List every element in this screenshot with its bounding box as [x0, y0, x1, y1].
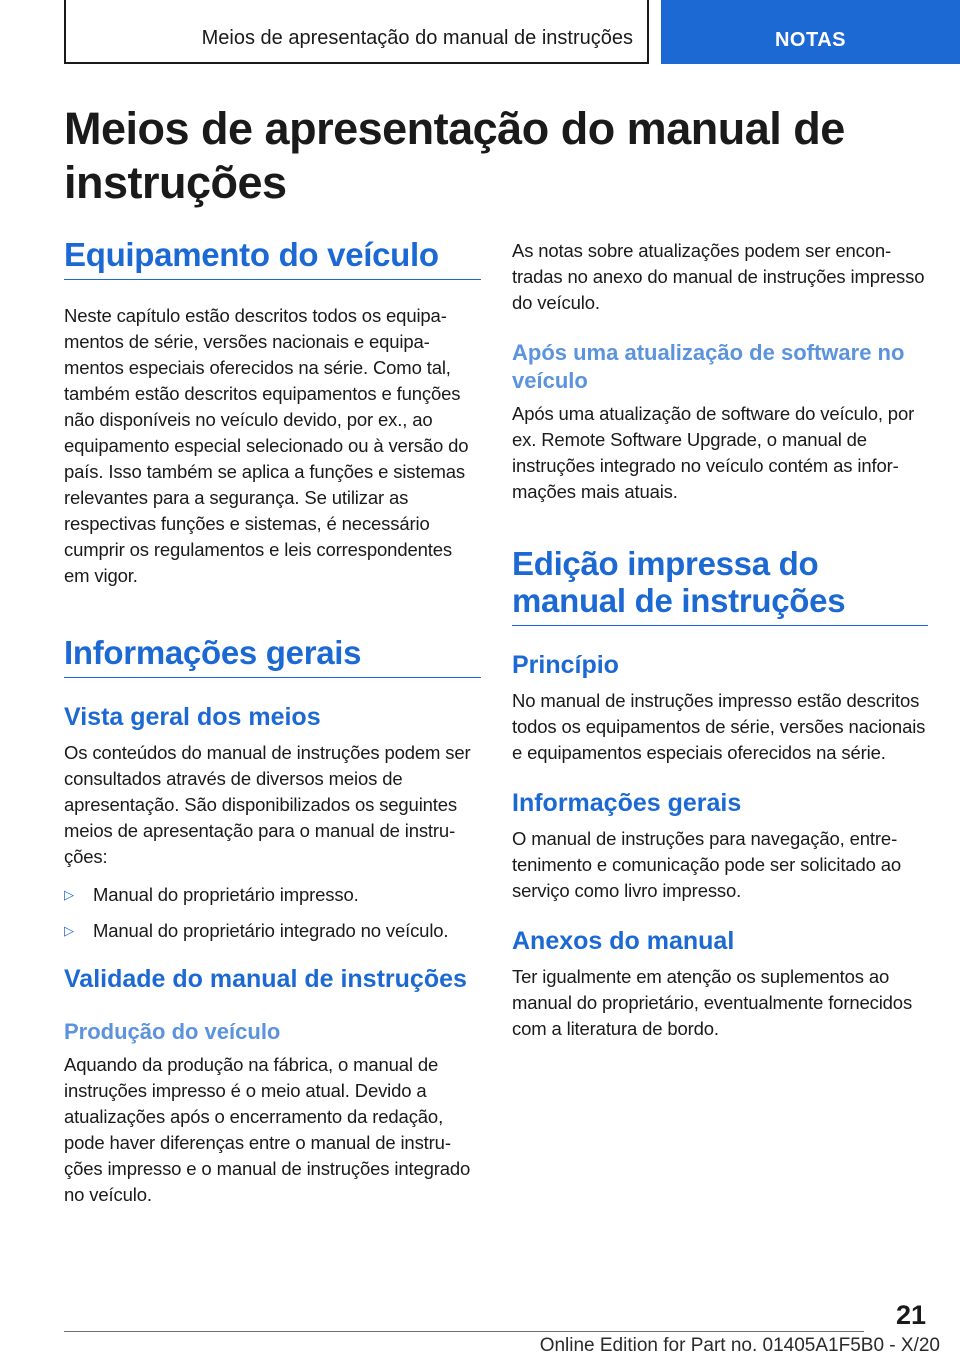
- paragraph-apos-atualizacao: Após uma atualização de software do veículo, por ex. Remote Software Upgrade, o manual de instruções integrado no veículo contém as informações mais atuais.: [512, 403, 915, 502]
- paragraph-principio: No manual de instruções impresso estão descritos todos os equipamentos de série, versões nacionais e equipamentos especiais oferecidos na série.: [512, 690, 926, 763]
- paragraph-producao: Aquando da produção na fábrica, o manual de instruções impresso é o meio atual. Devido a atualizações após o encerramento da redação, pode haver diferenças entre o manual de instruções impresso e o manual de instruções integrado no veículo.: [64, 1054, 471, 1205]
- footer-divider: [64, 1331, 864, 1332]
- page-title: Meios de apresentação do manual de instruções: [64, 103, 845, 208]
- header-section-tab[interactable]: [661, 0, 960, 64]
- paragraph-equipamento: Neste capítulo estão descritos todos os equipamentos de série, versões nacionais e equipamentos especiais oferecidos na série. Como tal, também estão descritos equipamentos e funções não disponíveis no veículo devido, por ex., ao equipamento especial selecionado ou à versão do país. Isso também se aplica a funções e sistemas relevantes para a segurança. Se utilizar as respectivas funções e sistemas, é necessário cumprir os regulamentos e leis correspondentes em vigor.: [64, 305, 469, 586]
- paragraph-anexos: Ter igualmente em atenção os suplementos ao manual do proprietário, eventualmente fornecidos com a literatura de bordo.: [512, 966, 913, 1039]
- header-section-tab-label: NOTAS: [774, 29, 846, 51]
- heading-apos-atualizacao: Após uma atualização de software no veículo: [512, 340, 905, 393]
- left-column: [64, 236, 481, 1208]
- list-item: [64, 918, 481, 944]
- header-chapter-title-text: Meios de apresentação do manual de instruções: [201, 27, 633, 49]
- footer-edition-text: Online Edition for Part no. 01405A1F5B0 - X/20: [539, 1335, 940, 1356]
- paragraph-vista-geral: Os conteúdos do manual de instruções podem ser consultados através de diversos meios de apresentação. São disponibilizados os seguintes meios de apresentação para o manual de instruções:: [64, 742, 471, 867]
- media-list: [64, 882, 481, 944]
- heading-producao: Produção do veículo: [64, 1019, 281, 1044]
- heading-equipamento: Equipamento do veículo: [64, 236, 481, 280]
- list-item-text: Manual do proprietário impresso.: [93, 884, 359, 905]
- list-item-text: Manual do proprietário integrado no veículo.: [93, 920, 449, 941]
- heading-edicao-impressa: Edição impressa do manual de instruções: [512, 545, 928, 626]
- page-number: 21: [895, 1300, 926, 1330]
- heading-validade: Validade do manual de instruções: [64, 965, 467, 993]
- heading-principio: Princípio: [512, 651, 619, 679]
- right-column: [512, 238, 928, 1042]
- heading-informacoes-gerais: Informações gerais: [64, 634, 481, 678]
- triangle-bullet-icon: ▷: [64, 923, 74, 938]
- paragraph-informacoes-gerais-edicao: O manual de instruções para navegação, entretenimento e comunicação pode ser solicitado ao serviço como livro impresso.: [512, 828, 902, 901]
- header-chapter-title[interactable]: [64, 0, 649, 64]
- heading-informacoes-gerais-edicao: Informações gerais: [512, 789, 742, 817]
- triangle-bullet-icon: ▷: [64, 887, 74, 902]
- heading-vista-geral: Vista geral dos meios: [64, 703, 321, 731]
- paragraph-notas-atualizacoes: As notas sobre atualizações podem ser encontradas no anexo do manual de instruções impresso do veículo.: [512, 240, 925, 313]
- list-item: [64, 882, 481, 908]
- heading-anexos: Anexos do manual: [512, 927, 735, 955]
